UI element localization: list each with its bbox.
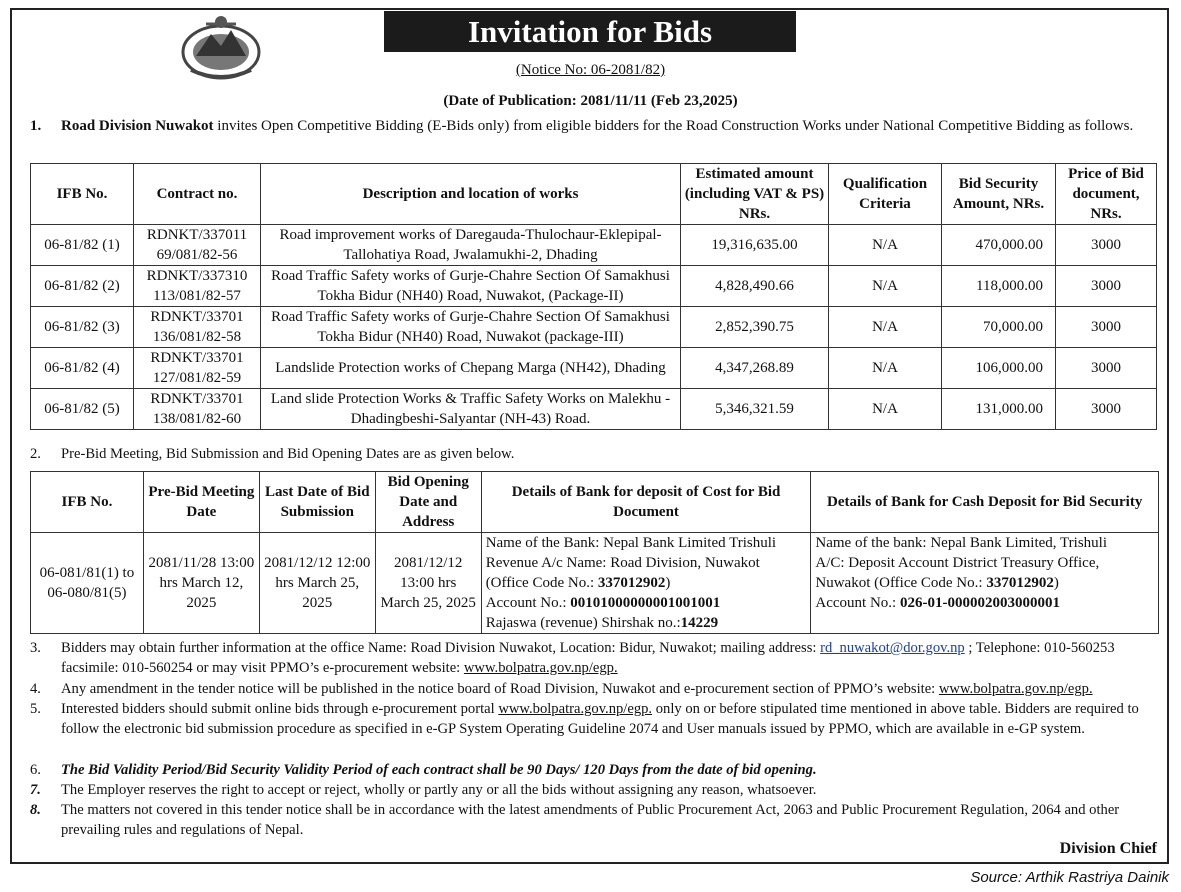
description-cell: Road Traffic Safety works of Gurje-Chahre Section Of Samakhusi Tokha Bidur (NH40) Road, Nuwakot, (Package-II) <box>261 266 681 307</box>
item-number: 7. <box>30 782 41 798</box>
item-3-text: Bidders may obtain further information at the office Name: Road Division Nuwakot, Location: Bidur, Nuwakot; mailing address: rd_nuwakot@dor.gov.np ; Telephone: 010-560253 facsimile: 010-560254 or may visit PPMO’s e-procurement website: www.bolpatra.gov.np/egp. <box>61 640 1115 676</box>
security-cell: 118,000.00 <box>942 266 1056 307</box>
table-header-row <box>31 472 1159 533</box>
ifb-cell: 06-81/82 (3) <box>31 307 134 348</box>
ifb-range-cell: 06-081/81(1) to 06-080/81(5) <box>31 533 144 634</box>
item-number: 2. <box>30 446 41 462</box>
column-header: Estimated amount (including VAT & PS) NRs. <box>681 164 829 225</box>
column-header: Description and location of works <box>261 164 681 225</box>
item-number: 5. <box>30 701 41 717</box>
contract-cell: RDNKT/337310 113/081/82-57 <box>134 266 261 307</box>
intro-paragraph: Road Division Nuwakot invites Open Competitive Bidding (E-Bids only) from eligible bidders for the Road Construction Works under National Competitive Bidding as follows. <box>61 118 1134 134</box>
email-link[interactable]: rd_nuwakot@dor.gov.np <box>820 640 965 656</box>
contract-cell: RDNKT/33701 127/081/82-59 <box>134 348 261 389</box>
description-cell: Road Traffic Safety works of Gurje-Chahre Section Of Samakhusi Tokha Bidur (NH40) Road, Nuwakot (package-III) <box>261 307 681 348</box>
ifb-cell: 06-81/82 (4) <box>31 348 134 389</box>
works-table <box>30 163 1157 430</box>
contract-cell: RDNKT/33701 136/081/82-58 <box>134 307 261 348</box>
item-4-text: Any amendment in the tender notice will be published in the notice board of Road Division, Nuwakot and e-procurement section of PPMO’s website: www.bolpatra.gov.np/egp. <box>61 681 1093 697</box>
description-cell: Land slide Protection Works & Traffic Safety Works on Malekhu -Dhadingbeshi-Salyantar (NH-43) Road. <box>261 389 681 430</box>
column-header: Qualification Criteria <box>829 164 942 225</box>
price-cell: 3000 <box>1056 389 1157 430</box>
column-header: IFB No. <box>31 164 134 225</box>
item-5-text: Interested bidders should submit online bids through e-procurement portal www.bolpatra.gov.np/egp. only on or before stipulated time mentioned in above table. Bidders are required to follow the electronic bid submission procedure as specified in e-GP System Operating Guideline 2074 and User manuals issued by PPMO, which are available in e-GP system. <box>61 701 1139 737</box>
column-header: Pre-Bid Meeting Date <box>143 472 259 533</box>
signature: Division Chief <box>1059 840 1157 857</box>
item-number: 3. <box>30 640 41 656</box>
table-row <box>31 348 1157 389</box>
security-bank-cell: Name of the bank: Nepal Bank Limited, Trishuli A/C: Deposit Account District Treasury Office, Nuwakot (Office Code No.: 337012902) Account No.: 026-01-000002003000001 <box>811 533 1159 634</box>
table-row <box>31 533 1159 634</box>
ifb-cell: 06-81/82 (1) <box>31 225 134 266</box>
criteria-cell: N/A <box>829 389 942 430</box>
item-7-text: The Employer reserves the right to accept or reject, wholly or partly any or all the bids without assigning any reason, whatsoever. <box>61 782 817 798</box>
ifb-cell: 06-81/82 (5) <box>31 389 134 430</box>
item-number: 1. <box>30 118 42 134</box>
column-header: Bid Security Amount, NRs. <box>942 164 1056 225</box>
item-6-text: The Bid Validity Period/Bid Security Validity Period of each contract shall be 90 Days/ 120 Days from the date of bid opening. <box>61 762 817 778</box>
opening-date-cell: 2081/12/12 13:00 hrs March 25, 2025 <box>375 533 481 634</box>
price-cell: 3000 <box>1056 307 1157 348</box>
contract-cell: RDNKT/33701 138/081/82-60 <box>134 389 261 430</box>
criteria-cell: N/A <box>829 348 942 389</box>
column-header: Details of Bank for deposit of Cost for Bid Document <box>481 472 811 533</box>
description-cell: Road improvement works of Daregauda-Thulochaur-Eklepipal- Tallohatiya Road, Jwalamukhi-2, Dhading <box>261 225 681 266</box>
criteria-cell: N/A <box>829 266 942 307</box>
price-cell: 3000 <box>1056 348 1157 389</box>
table-row <box>31 389 1157 430</box>
item-2-text: Pre-Bid Meeting, Bid Submission and Bid Opening Dates are as given below. <box>61 446 515 462</box>
item-number: 6. <box>30 762 41 778</box>
criteria-cell: N/A <box>829 307 942 348</box>
doc-bank-cell: Name of the Bank: Nepal Bank Limited Trishuli Revenue A/c Name: Road Division, Nuwakot (Office Code No.: 337012902) Account No.: 00101000000001001001 Rajaswa (revenue) Shirshak no.:14229 <box>481 533 811 634</box>
criteria-cell: N/A <box>829 225 942 266</box>
page-title: Invitation for Bids <box>384 11 796 52</box>
prebid-date-cell: 2081/11/28 13:00 hrs March 12, 2025 <box>143 533 259 634</box>
column-header: IFB No. <box>31 472 144 533</box>
publication-date: (Date of Publication: 2081/11/11 (Feb 23,2025) <box>443 93 738 109</box>
security-cell: 131,000.00 <box>942 389 1056 430</box>
column-header: Contract no. <box>134 164 261 225</box>
price-cell: 3000 <box>1056 225 1157 266</box>
price-cell: 3000 <box>1056 266 1157 307</box>
notice-number: (Notice No: 06-2081/82) <box>515 62 666 78</box>
contract-cell: RDNKT/337011 69/081/82-56 <box>134 225 261 266</box>
estimate-cell: 2,852,390.75 <box>681 307 829 348</box>
table-header-row <box>31 164 1157 225</box>
ifb-cell: 06-81/82 (2) <box>31 266 134 307</box>
estimate-cell: 4,347,268.89 <box>681 348 829 389</box>
egp-link[interactable]: www.bolpatra.gov.np/egp. <box>498 701 653 717</box>
estimate-cell: 19,316,635.00 <box>681 225 829 266</box>
egp-link[interactable]: www.bolpatra.gov.np/egp. <box>463 660 618 676</box>
description-cell: Landslide Protection works of Chepang Marga (NH42), Dhading <box>261 348 681 389</box>
security-cell: 106,000.00 <box>942 348 1056 389</box>
egp-link[interactable]: www.bolpatra.gov.np/egp. <box>938 681 1093 697</box>
table-row <box>31 225 1157 266</box>
column-header: Last Date of Bid Submission <box>259 472 375 533</box>
estimate-cell: 4,828,490.66 <box>681 266 829 307</box>
column-header: Bid Opening Date and Address <box>375 472 481 533</box>
item-number: 8. <box>30 802 41 818</box>
column-header: Details of Bank for Cash Deposit for Bid Security <box>811 472 1159 533</box>
last-date-cell: 2081/12/12 12:00 hrs March 25, 2025 <box>259 533 375 634</box>
estimate-cell: 5,346,321.59 <box>681 389 829 430</box>
item-number: 4. <box>30 681 41 697</box>
column-header: Price of Bid document, NRs. <box>1056 164 1157 225</box>
item-8-text: The matters not covered in this tender notice shall be in accordance with the latest amendments of Public Procurement Act, 2063 and Public Procurement Regulation, 2064 and other prevailing rules and regulations of Nepal. <box>61 802 1120 838</box>
security-cell: 470,000.00 <box>942 225 1056 266</box>
table-row <box>31 266 1157 307</box>
table-row <box>31 307 1157 348</box>
security-cell: 70,000.00 <box>942 307 1056 348</box>
dates-table <box>30 471 1159 634</box>
source-credit: Source: Arthik Rastriya Dainik <box>970 869 1169 886</box>
